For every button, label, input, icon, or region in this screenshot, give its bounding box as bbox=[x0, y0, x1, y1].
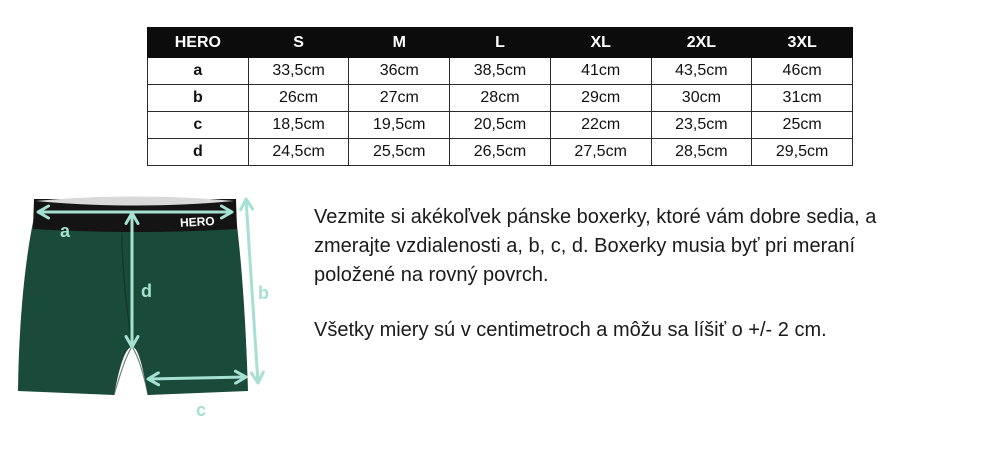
row-label: a bbox=[148, 58, 249, 85]
table-header-row bbox=[148, 28, 853, 58]
table-cell: 24,5cm bbox=[248, 139, 349, 166]
table-cell: 25cm bbox=[752, 112, 853, 139]
measure-b-arrow bbox=[246, 199, 258, 383]
table-cell: 28cm bbox=[450, 85, 551, 112]
table-cell: 19,5cm bbox=[349, 112, 450, 139]
table-cell: 29cm bbox=[550, 85, 651, 112]
measure-c-arrow bbox=[148, 377, 246, 379]
instructions-paragraph: Vezmite si akékoľvek pánske boxerky, ktoré vám dobre sedia, a zmerajte vzdialenosti a, b, c, d. Boxerky musia byť pri meraní položené na rovný povrch. bbox=[314, 206, 877, 286]
size-chart-table bbox=[147, 27, 853, 166]
measurement-instructions bbox=[314, 203, 934, 345]
boxer-measurement-illustration bbox=[10, 185, 300, 425]
table-cell: 29,5cm bbox=[752, 139, 853, 166]
table-cell: 36cm bbox=[349, 58, 450, 85]
header-size-3xl: 3XL bbox=[752, 28, 853, 58]
table-cell: 28,5cm bbox=[651, 139, 752, 166]
row-label: b bbox=[148, 85, 249, 112]
table-cell: 33,5cm bbox=[248, 58, 349, 85]
table-cell: 31cm bbox=[752, 85, 853, 112]
table-cell: 46cm bbox=[752, 58, 853, 85]
tolerance-note: Všetky miery sú v centimetroch a môžu sa líšiť o +/- 2 cm. bbox=[314, 319, 827, 341]
waistband-brand-logo: HERO bbox=[179, 213, 216, 230]
header-brand: HERO bbox=[148, 28, 249, 58]
measure-a-label: a bbox=[60, 221, 71, 241]
row-label: d bbox=[148, 139, 249, 166]
table-cell: 22cm bbox=[550, 112, 651, 139]
table-cell: 23,5cm bbox=[651, 112, 752, 139]
table-cell: 27cm bbox=[349, 85, 450, 112]
table-cell: 26,5cm bbox=[450, 139, 551, 166]
header-size-m: M bbox=[349, 28, 450, 58]
table-cell: 26cm bbox=[248, 85, 349, 112]
table-cell: 20,5cm bbox=[450, 112, 551, 139]
table-cell: 25,5cm bbox=[349, 139, 450, 166]
table-row bbox=[148, 112, 853, 139]
table-cell: 27,5cm bbox=[550, 139, 651, 166]
table-cell: 43,5cm bbox=[651, 58, 752, 85]
measure-c-label: c bbox=[196, 400, 207, 420]
table-cell: 41cm bbox=[550, 58, 651, 85]
table-cell: 30cm bbox=[651, 85, 752, 112]
header-size-s: S bbox=[248, 28, 349, 58]
table-cell: 18,5cm bbox=[248, 112, 349, 139]
table-row bbox=[148, 139, 853, 166]
row-label: c bbox=[148, 112, 249, 139]
table-cell: 38,5cm bbox=[450, 58, 551, 85]
header-size-xl: XL bbox=[550, 28, 651, 58]
measure-d-label: d bbox=[141, 281, 152, 301]
header-size-l: L bbox=[450, 28, 551, 58]
table-row bbox=[148, 85, 853, 112]
table-row bbox=[148, 58, 853, 85]
header-size-2xl: 2XL bbox=[651, 28, 752, 58]
measure-b-label: b bbox=[258, 283, 269, 303]
